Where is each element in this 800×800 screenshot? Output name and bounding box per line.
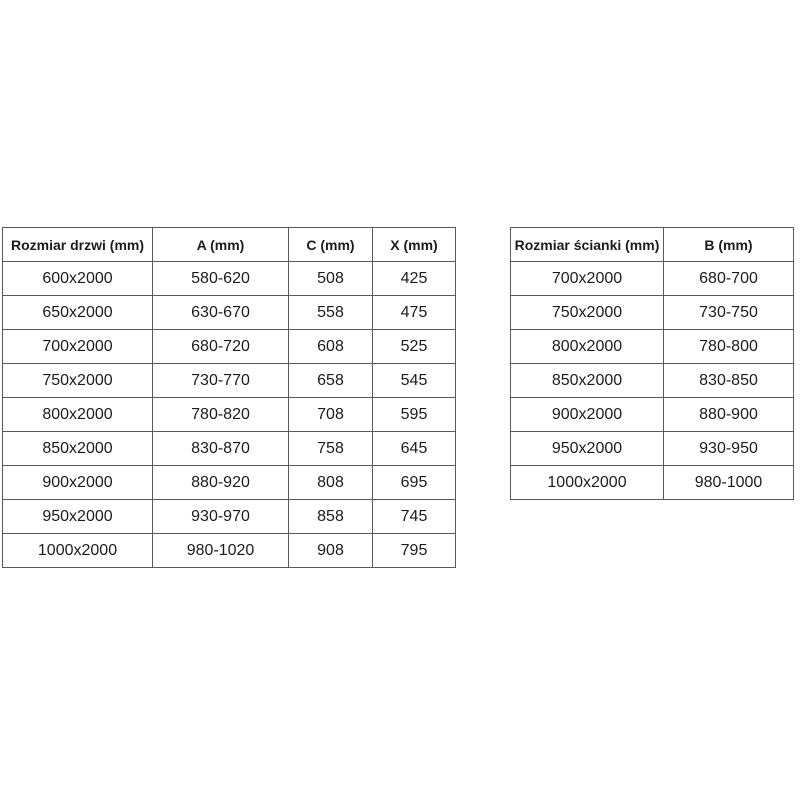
column-header: B (mm) xyxy=(664,228,794,262)
table-row xyxy=(511,398,794,432)
table-cell: 630-670 xyxy=(153,296,289,330)
table-cell: 850x2000 xyxy=(3,432,153,466)
table-cell: 745 xyxy=(373,500,456,534)
table-row xyxy=(3,500,456,534)
table-cell: 800x2000 xyxy=(3,398,153,432)
table-row xyxy=(3,296,456,330)
column-header: Rozmiar drzwi (mm) xyxy=(3,228,153,262)
table-row xyxy=(511,330,794,364)
wall-size-table xyxy=(510,227,794,500)
door-size-table-container xyxy=(2,227,456,568)
table-cell: 780-820 xyxy=(153,398,289,432)
table-cell: 695 xyxy=(373,466,456,500)
table-row xyxy=(511,466,794,500)
table-cell: 545 xyxy=(373,364,456,398)
table-cell: 730-770 xyxy=(153,364,289,398)
door-table-header xyxy=(3,228,456,262)
table-cell: 1000x2000 xyxy=(511,466,664,500)
table-cell: 950x2000 xyxy=(511,432,664,466)
column-header: A (mm) xyxy=(153,228,289,262)
table-cell: 858 xyxy=(289,500,373,534)
column-header: Rozmiar ścianki (mm) xyxy=(511,228,664,262)
table-cell: 650x2000 xyxy=(3,296,153,330)
table-cell: 750x2000 xyxy=(3,364,153,398)
table-cell: 680-720 xyxy=(153,330,289,364)
table-cell: 930-950 xyxy=(664,432,794,466)
table-cell: 600x2000 xyxy=(3,262,153,296)
table-cell: 658 xyxy=(289,364,373,398)
table-cell: 580-620 xyxy=(153,262,289,296)
wall-table-header xyxy=(511,228,794,262)
table-cell: 808 xyxy=(289,466,373,500)
table-cell: 980-1000 xyxy=(664,466,794,500)
table-cell: 795 xyxy=(373,534,456,568)
column-header: X (mm) xyxy=(373,228,456,262)
table-cell: 758 xyxy=(289,432,373,466)
table-cell: 525 xyxy=(373,330,456,364)
table-cell: 800x2000 xyxy=(511,330,664,364)
table-cell: 475 xyxy=(373,296,456,330)
door-table-body xyxy=(3,262,456,568)
table-cell: 508 xyxy=(289,262,373,296)
table-cell: 700x2000 xyxy=(511,262,664,296)
table-cell: 880-900 xyxy=(664,398,794,432)
table-row xyxy=(3,262,456,296)
table-cell: 900x2000 xyxy=(3,466,153,500)
table-cell: 780-800 xyxy=(664,330,794,364)
table-cell: 950x2000 xyxy=(3,500,153,534)
table-cell: 750x2000 xyxy=(511,296,664,330)
table-cell: 708 xyxy=(289,398,373,432)
table-cell: 608 xyxy=(289,330,373,364)
table-row xyxy=(511,364,794,398)
table-cell: 645 xyxy=(373,432,456,466)
table-cell: 980-1020 xyxy=(153,534,289,568)
table-row xyxy=(511,432,794,466)
table-header-row xyxy=(3,228,456,262)
table-cell: 1000x2000 xyxy=(3,534,153,568)
table-cell: 900x2000 xyxy=(511,398,664,432)
table-cell: 700x2000 xyxy=(3,330,153,364)
wall-size-table-container xyxy=(510,227,794,500)
table-row xyxy=(3,466,456,500)
table-row xyxy=(3,364,456,398)
table-cell: 908 xyxy=(289,534,373,568)
table-cell: 830-850 xyxy=(664,364,794,398)
table-row xyxy=(3,330,456,364)
table-cell: 880-920 xyxy=(153,466,289,500)
table-cell: 850x2000 xyxy=(511,364,664,398)
table-row xyxy=(511,296,794,330)
table-cell: 680-700 xyxy=(664,262,794,296)
table-cell: 730-750 xyxy=(664,296,794,330)
door-size-table xyxy=(2,227,456,568)
table-row xyxy=(3,432,456,466)
table-cell: 425 xyxy=(373,262,456,296)
table-cell: 930-970 xyxy=(153,500,289,534)
table-row xyxy=(3,534,456,568)
table-row xyxy=(3,398,456,432)
table-header-row xyxy=(511,228,794,262)
table-cell: 558 xyxy=(289,296,373,330)
table-row xyxy=(511,262,794,296)
wall-table-body xyxy=(511,262,794,500)
table-cell: 595 xyxy=(373,398,456,432)
column-header: C (mm) xyxy=(289,228,373,262)
table-cell: 830-870 xyxy=(153,432,289,466)
